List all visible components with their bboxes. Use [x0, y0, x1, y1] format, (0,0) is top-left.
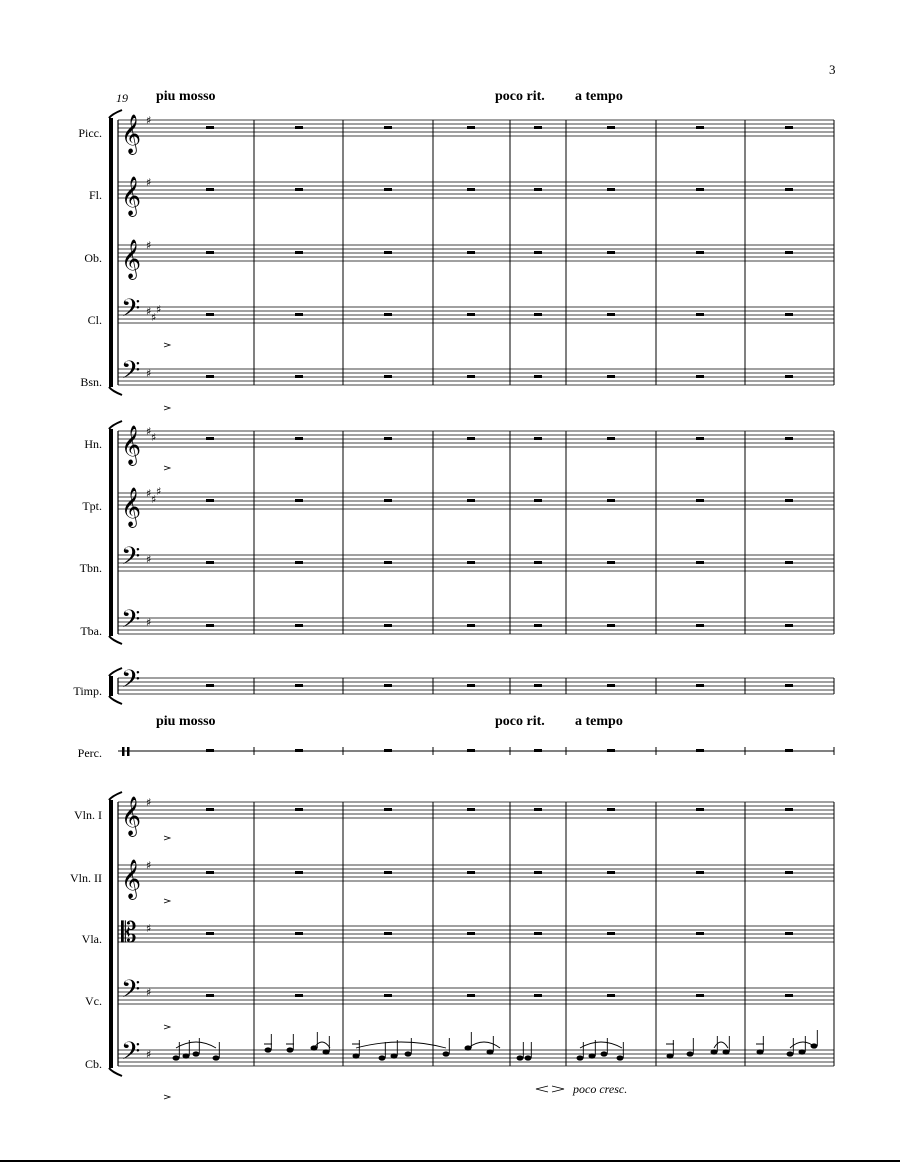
whole-rest	[607, 375, 615, 378]
whole-rest	[534, 375, 542, 378]
contrabass-notehead	[265, 1047, 272, 1052]
whole-rest	[206, 375, 214, 378]
whole-rest	[696, 375, 704, 378]
whole-rest	[384, 994, 392, 997]
barlines	[118, 120, 834, 1066]
whole-rest	[534, 994, 542, 997]
whole-rest	[384, 251, 392, 254]
sharp-sign: ♯	[146, 922, 152, 935]
contrabass-notehead	[213, 1055, 220, 1060]
treble-clef: 𝄞	[121, 487, 142, 527]
instrument-label-cello: Vc.	[85, 994, 102, 1008]
key-signatures	[146, 114, 161, 1061]
whole-rest	[295, 871, 303, 874]
whole-rest	[384, 624, 392, 627]
whole-rest	[785, 126, 793, 129]
accent-mark	[164, 836, 170, 840]
whole-rest	[607, 684, 615, 687]
whole-rest	[607, 871, 615, 874]
whole-rest	[534, 624, 542, 627]
whole-rest	[384, 749, 392, 752]
clefs	[121, 114, 141, 1072]
whole-rest	[295, 749, 303, 752]
whole-rest	[785, 871, 793, 874]
whole-rest	[785, 313, 793, 316]
whole-rest	[467, 871, 475, 874]
whole-rest	[206, 932, 214, 935]
whole-rest	[384, 375, 392, 378]
whole-rest	[384, 561, 392, 564]
whole-rest	[696, 188, 704, 191]
whole-rest	[295, 251, 303, 254]
instrument-label-timpani: Timp.	[73, 684, 102, 698]
whole-rest	[467, 437, 475, 440]
contrabass-notehead	[757, 1049, 764, 1054]
slur	[580, 1042, 622, 1048]
whole-rest	[607, 313, 615, 316]
whole-rest	[206, 561, 214, 564]
whole-rest	[467, 684, 475, 687]
instrument-label-violin-1: Vln. I	[74, 808, 102, 822]
whole-rest	[696, 126, 704, 129]
contrabass-notehead	[787, 1051, 794, 1056]
contrabass-notehead	[711, 1049, 718, 1054]
whole-rest	[295, 188, 303, 191]
whole-rest	[534, 808, 542, 811]
bass-clef: 𝄢	[121, 975, 141, 1010]
dynamic-poco-cresc: poco cresc.	[573, 1082, 628, 1096]
instrument-label-percussion: Perc.	[77, 746, 102, 760]
treble-clef: 𝄞	[121, 239, 142, 279]
whole-rest	[295, 932, 303, 935]
accent-mark	[164, 343, 170, 347]
sharp-sign: ♯	[146, 1048, 152, 1061]
contrabass-notehead	[799, 1049, 806, 1054]
accent-mark	[164, 1095, 170, 1099]
whole-rest	[295, 437, 303, 440]
whole-rest	[696, 871, 704, 874]
whole-rest	[295, 684, 303, 687]
contrabass-notehead	[577, 1055, 584, 1060]
whole-rest	[534, 932, 542, 935]
sharp-sign: ♯	[146, 114, 152, 127]
instrument-label-flute: Fl.	[88, 188, 102, 202]
sharp-sign: ♯	[146, 425, 152, 438]
percussion-clef	[122, 747, 125, 756]
whole-rest	[785, 251, 793, 254]
whole-rest	[467, 126, 475, 129]
sharp-sign: ♯	[156, 303, 162, 316]
whole-rest	[467, 808, 475, 811]
instrument-label-contrabass: Cb.	[84, 1057, 102, 1071]
accent-mark	[164, 1025, 170, 1029]
whole-rest	[785, 808, 793, 811]
whole-rest	[384, 932, 392, 935]
section-bracket	[109, 800, 113, 1068]
whole-rest	[785, 684, 793, 687]
contrabass-notehead	[323, 1049, 330, 1054]
whole-rest	[295, 561, 303, 564]
treble-clef: 𝄞	[121, 176, 142, 216]
tempo-piu-mosso-mid: piu mosso	[156, 714, 216, 729]
whole-rest	[607, 749, 615, 752]
whole-rest	[467, 375, 475, 378]
treble-clef: 𝄞	[121, 796, 142, 836]
bass-clef: 𝄢	[121, 356, 141, 391]
whole-rest	[384, 808, 392, 811]
contrabass-notehead	[517, 1055, 524, 1060]
whole-rest	[206, 188, 214, 191]
whole-rest	[607, 561, 615, 564]
whole-rest	[295, 994, 303, 997]
whole-rest	[384, 499, 392, 502]
accent-marks	[164, 343, 170, 1099]
instrument-label-viola: Vla.	[81, 932, 102, 946]
whole-rest	[206, 251, 214, 254]
bass-clef: 𝄢	[121, 665, 141, 700]
whole-rest	[696, 499, 704, 502]
sharp-sign: ♯	[146, 367, 152, 380]
whole-rest	[534, 499, 542, 502]
whole-rest	[206, 871, 214, 874]
sharp-sign: ♯	[146, 305, 152, 318]
bass-clef: 𝄢	[121, 1037, 141, 1072]
section-bracket	[109, 429, 113, 636]
whole-rest	[607, 624, 615, 627]
contrabass-notehead	[687, 1051, 694, 1056]
measure-number: 19	[116, 91, 128, 105]
sharp-sign: ♯	[146, 239, 152, 252]
whole-rest	[467, 188, 475, 191]
whole-rest	[384, 437, 392, 440]
whole-rest	[785, 994, 793, 997]
sharp-sign: ♯	[156, 485, 162, 498]
contrabass-notehead	[379, 1055, 386, 1060]
section-bracket	[109, 118, 113, 387]
sharp-sign: ♯	[146, 487, 152, 500]
whole-rest	[467, 561, 475, 564]
whole-rest	[534, 313, 542, 316]
whole-rest	[785, 624, 793, 627]
section-bracket	[109, 676, 113, 696]
whole-rest	[607, 126, 615, 129]
whole-rest	[206, 437, 214, 440]
sharp-sign: ♯	[146, 553, 152, 566]
slur	[714, 1042, 728, 1048]
whole-rest	[696, 561, 704, 564]
whole-rest	[206, 994, 214, 997]
whole-rest	[467, 313, 475, 316]
whole-rest	[206, 499, 214, 502]
contrabass-notehead	[525, 1055, 532, 1060]
whole-rest	[607, 499, 615, 502]
diminuendo-hairpin	[552, 1086, 564, 1092]
contrabass-notes	[173, 1030, 818, 1061]
whole-rest	[206, 624, 214, 627]
whole-rest	[785, 437, 793, 440]
bass-clef: 𝄢	[121, 294, 141, 329]
tempo-a-tempo-mid: a tempo	[575, 714, 623, 729]
page-bottom-edge	[0, 1160, 900, 1162]
accent-mark	[164, 899, 170, 903]
whole-rest	[384, 871, 392, 874]
whole-rest	[467, 499, 475, 502]
tempo-a-tempo-top: a tempo	[575, 89, 623, 104]
whole-rest	[534, 188, 542, 191]
whole-rest	[696, 808, 704, 811]
contrabass-notehead	[487, 1049, 494, 1054]
whole-rest	[534, 684, 542, 687]
sharp-sign: ♯	[151, 493, 157, 506]
whole-rest	[295, 499, 303, 502]
whole-rest	[206, 313, 214, 316]
whole-rest	[785, 499, 793, 502]
instrument-label-trombone: Tbn.	[79, 561, 102, 575]
contrabass-notehead	[353, 1053, 360, 1058]
sharp-sign: ♯	[146, 616, 152, 629]
crescendo-hairpin	[536, 1086, 548, 1092]
contrabass-notehead	[193, 1051, 200, 1056]
whole-rest	[534, 561, 542, 564]
bass-clef: 𝄢	[121, 605, 141, 640]
contrabass-notehead	[173, 1055, 180, 1060]
hairpins	[536, 1086, 564, 1092]
treble-clef: 𝄞	[121, 859, 142, 899]
whole-rest	[295, 808, 303, 811]
bass-clef: 𝄢	[121, 542, 141, 577]
slur	[176, 1042, 216, 1048]
tempo-poco-rit-top: poco rit.	[495, 89, 545, 104]
contrabass-notehead	[667, 1053, 674, 1058]
sharp-sign: ♯	[146, 859, 152, 872]
whole-rest	[534, 126, 542, 129]
whole-rest	[534, 251, 542, 254]
whole-rest	[696, 749, 704, 752]
whole-rest	[206, 808, 214, 811]
whole-rest	[696, 624, 704, 627]
contrabass-notehead	[391, 1053, 398, 1058]
percussion-clef	[127, 747, 130, 756]
whole-rest	[607, 994, 615, 997]
whole-rest	[384, 684, 392, 687]
contrabass-notehead	[443, 1051, 450, 1056]
whole-rest	[295, 313, 303, 316]
whole-rest	[696, 437, 704, 440]
whole-rest	[534, 871, 542, 874]
treble-clef: 𝄞	[121, 425, 142, 465]
whole-rest	[206, 126, 214, 129]
sharp-sign: ♯	[146, 986, 152, 999]
whole-rest	[295, 624, 303, 627]
staff-lines	[118, 120, 834, 1066]
sharp-sign: ♯	[151, 431, 157, 444]
accent-mark	[164, 466, 170, 470]
whole-rest	[696, 684, 704, 687]
whole-rest	[785, 932, 793, 935]
whole-rest	[467, 749, 475, 752]
instrument-label-piccolo: Picc.	[78, 126, 102, 140]
whole-rest	[467, 994, 475, 997]
whole-rest	[384, 126, 392, 129]
alto-clef: 𝄡	[121, 916, 137, 949]
instrument-label-tuba: Tba.	[80, 624, 102, 638]
instrument-label-trumpet: Tpt.	[82, 499, 102, 513]
contrabass-notehead	[589, 1053, 596, 1058]
instrument-label-violin-2: Vln. II	[70, 871, 102, 885]
instrument-label-horn: Hn.	[84, 437, 102, 451]
whole-rest	[467, 624, 475, 627]
whole-rest	[696, 932, 704, 935]
whole-rest	[467, 251, 475, 254]
contrabass-notehead	[617, 1055, 624, 1060]
contrabass-notehead	[723, 1049, 730, 1054]
whole-rest	[607, 808, 615, 811]
whole-rest	[785, 749, 793, 752]
contrabass-notehead	[183, 1053, 190, 1058]
whole-rest	[534, 437, 542, 440]
whole-rest	[295, 375, 303, 378]
whole-rest	[785, 561, 793, 564]
whole-rest	[607, 437, 615, 440]
whole-rest	[785, 375, 793, 378]
page-number: 3	[829, 62, 836, 77]
sharp-sign: ♯	[151, 311, 157, 324]
accent-mark	[164, 406, 170, 410]
contrabass-notehead	[405, 1051, 412, 1056]
whole-rest	[384, 188, 392, 191]
whole-rest	[696, 994, 704, 997]
whole-rest	[696, 313, 704, 316]
instrument-label-oboe: Ob.	[84, 251, 102, 265]
tempo-piu-mosso-top: piu mosso	[156, 89, 216, 104]
tempo-poco-rit-mid: poco rit.	[495, 714, 545, 729]
whole-rest	[607, 932, 615, 935]
whole-rest	[467, 932, 475, 935]
whole-rest	[534, 749, 542, 752]
slur	[468, 1042, 500, 1048]
whole-rest	[206, 749, 214, 752]
contrabass-notehead	[601, 1051, 608, 1056]
instrument-label-bassoon: Bsn.	[80, 375, 102, 389]
whole-rest	[696, 251, 704, 254]
whole-rest	[607, 251, 615, 254]
contrabass-notehead	[287, 1047, 294, 1052]
instrument-label-clarinet: Cl.	[87, 313, 102, 327]
sharp-sign: ♯	[146, 176, 152, 189]
sharp-sign: ♯	[146, 796, 152, 809]
whole-rest	[384, 313, 392, 316]
whole-rest	[295, 126, 303, 129]
treble-clef: 𝄞	[121, 114, 142, 154]
whole-rest	[785, 188, 793, 191]
whole-rest	[607, 188, 615, 191]
whole-rest	[206, 684, 214, 687]
